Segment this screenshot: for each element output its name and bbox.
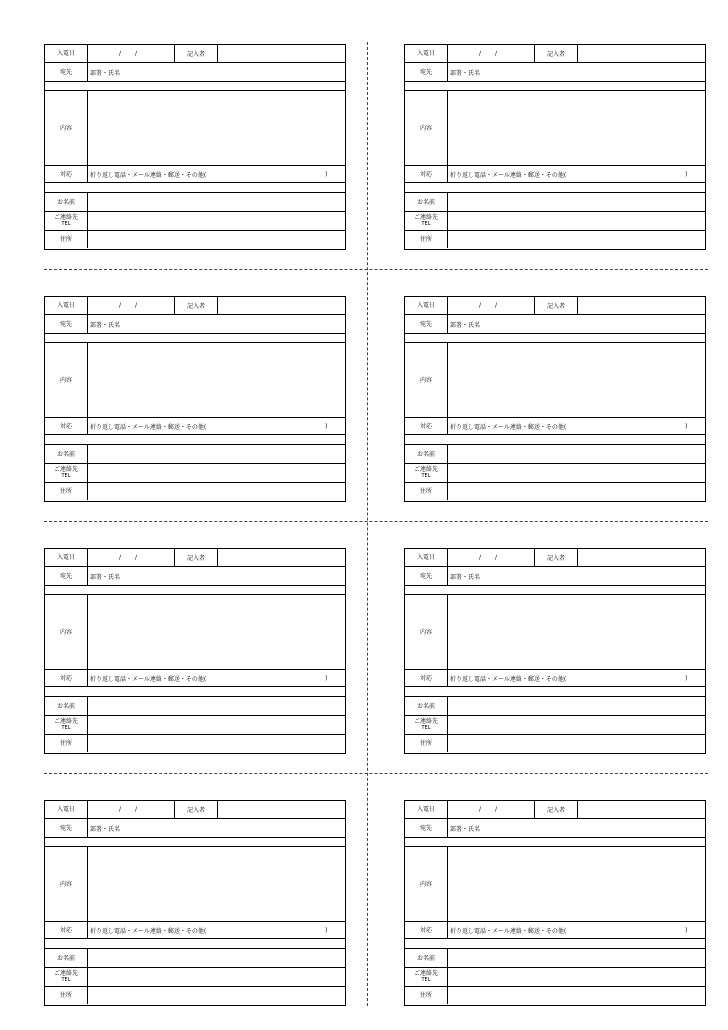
name-label: お名前 bbox=[405, 949, 448, 967]
response-options-text: 折り返し電話・メール連絡・郵送・その他( bbox=[90, 423, 207, 431]
address-label: 住所 bbox=[45, 231, 88, 248]
content-row bbox=[405, 91, 705, 166]
content-label: 内容 bbox=[405, 91, 448, 165]
received-date-label: 入電日 bbox=[45, 549, 88, 566]
name-field[interactable] bbox=[90, 949, 345, 967]
to-label: 宛先 bbox=[45, 819, 88, 837]
phone-memo-form bbox=[44, 548, 346, 754]
date-row bbox=[45, 801, 345, 819]
response-close-paren: ) bbox=[685, 674, 688, 682]
contact-label: ご連絡先 bbox=[53, 214, 78, 221]
to-row bbox=[45, 63, 345, 82]
content-label: 内容 bbox=[45, 343, 88, 417]
address-field[interactable] bbox=[90, 231, 345, 248]
to-row bbox=[405, 567, 705, 586]
contact-field[interactable] bbox=[450, 716, 705, 734]
response-close-paren: ) bbox=[685, 170, 688, 178]
received-date-label: 入電日 bbox=[45, 45, 88, 62]
received-date-label: 入電日 bbox=[405, 801, 448, 818]
content-field[interactable] bbox=[90, 343, 345, 417]
content-row bbox=[45, 847, 345, 922]
content-row bbox=[45, 343, 345, 418]
name-label: お名前 bbox=[45, 445, 88, 463]
response-field[interactable] bbox=[90, 670, 345, 686]
contact-field[interactable] bbox=[90, 464, 345, 482]
response-label: 対応 bbox=[45, 922, 88, 938]
response-options-text: 折り返し電話・メール連絡・郵送・その他( bbox=[450, 423, 567, 431]
contact-label-cell bbox=[45, 212, 88, 230]
response-field[interactable] bbox=[450, 922, 705, 938]
name-field[interactable] bbox=[450, 949, 705, 967]
to-label: 宛先 bbox=[45, 63, 88, 81]
content-field[interactable] bbox=[450, 343, 705, 417]
contact-label: ご連絡先 bbox=[413, 718, 438, 725]
response-field[interactable] bbox=[90, 922, 345, 938]
date-field[interactable]: / / bbox=[448, 45, 535, 62]
contact-field[interactable] bbox=[450, 212, 705, 230]
to-field[interactable]: 部署・氏名 bbox=[90, 321, 121, 329]
horizontal-cut-line bbox=[44, 773, 708, 774]
spacer-row bbox=[405, 687, 705, 697]
date-row bbox=[405, 297, 705, 315]
to-label: 宛先 bbox=[405, 315, 448, 333]
response-close-paren: ) bbox=[685, 926, 688, 934]
received-date-label: 入電日 bbox=[405, 297, 448, 314]
contact-label-cell bbox=[405, 968, 448, 986]
contact-row bbox=[405, 464, 705, 483]
response-options-text: 折り返し電話・メール連絡・郵送・その他( bbox=[450, 171, 567, 179]
date-row bbox=[45, 297, 345, 315]
name-label: お名前 bbox=[45, 949, 88, 967]
tel-label: TEL bbox=[421, 977, 431, 983]
address-row bbox=[405, 231, 705, 248]
content-field[interactable] bbox=[450, 91, 705, 165]
horizontal-cut-line bbox=[44, 269, 708, 270]
response-row bbox=[405, 922, 705, 939]
to-row bbox=[405, 819, 705, 838]
address-field[interactable] bbox=[90, 735, 345, 752]
name-field[interactable] bbox=[450, 697, 705, 715]
response-label: 対応 bbox=[405, 670, 448, 686]
address-row bbox=[45, 735, 345, 752]
name-row bbox=[45, 193, 345, 212]
name-field[interactable] bbox=[450, 445, 705, 463]
to-field[interactable]: 部署・氏名 bbox=[90, 573, 121, 581]
contact-label-cell bbox=[45, 968, 88, 986]
name-label: お名前 bbox=[405, 193, 448, 211]
received-date-label: 入電日 bbox=[45, 801, 88, 818]
contact-label-cell bbox=[405, 716, 448, 734]
name-row bbox=[45, 949, 345, 968]
content-field[interactable] bbox=[90, 595, 345, 669]
name-label: お名前 bbox=[405, 445, 448, 463]
name-field[interactable] bbox=[90, 697, 345, 715]
address-label: 住所 bbox=[405, 231, 448, 248]
spacer-row bbox=[405, 939, 705, 949]
recorder-label: 記入者 bbox=[175, 45, 218, 62]
content-label: 内容 bbox=[405, 343, 448, 417]
spacer-row bbox=[405, 838, 705, 847]
date-field[interactable]: / / bbox=[88, 549, 175, 566]
tel-label: TEL bbox=[61, 473, 71, 479]
response-label: 対応 bbox=[405, 166, 448, 182]
phone-memo-form bbox=[404, 296, 706, 502]
contact-field[interactable] bbox=[90, 716, 345, 734]
content-row bbox=[405, 595, 705, 670]
recorder-label: 記入者 bbox=[175, 549, 218, 566]
spacer-row bbox=[45, 183, 345, 193]
response-options-text: 折り返し電話・メール連絡・郵送・その他( bbox=[90, 927, 207, 935]
to-label: 宛先 bbox=[405, 819, 448, 837]
spacer-row bbox=[405, 183, 705, 193]
recorder-label: 記入者 bbox=[175, 297, 218, 314]
tel-label: TEL bbox=[61, 725, 71, 731]
phone-memo-form bbox=[44, 296, 346, 502]
date-field[interactable]: / / bbox=[88, 297, 175, 314]
to-field[interactable]: 部署・氏名 bbox=[450, 825, 481, 833]
content-label: 内容 bbox=[405, 595, 448, 669]
content-row bbox=[405, 343, 705, 418]
recorder-label: 記入者 bbox=[535, 297, 578, 314]
contact-label: ご連絡先 bbox=[413, 466, 438, 473]
spacer-row bbox=[45, 939, 345, 949]
to-field[interactable]: 部署・氏名 bbox=[90, 69, 121, 77]
response-label: 対応 bbox=[405, 922, 448, 938]
contact-field[interactable] bbox=[90, 968, 345, 986]
date-field[interactable]: / / bbox=[448, 297, 535, 314]
name-row bbox=[405, 193, 705, 212]
content-row bbox=[45, 595, 345, 670]
received-date-label: 入電日 bbox=[45, 297, 88, 314]
response-label: 対応 bbox=[45, 418, 88, 434]
response-row bbox=[45, 418, 345, 435]
name-label: お名前 bbox=[405, 697, 448, 715]
address-row bbox=[405, 735, 705, 752]
spacer-row bbox=[405, 334, 705, 343]
address-field[interactable] bbox=[90, 483, 345, 500]
phone-memo-form bbox=[404, 800, 706, 1006]
date-row bbox=[405, 45, 705, 63]
phone-memo-form bbox=[404, 548, 706, 754]
vertical-cut-line bbox=[367, 42, 368, 1006]
recorder-label: 記入者 bbox=[535, 549, 578, 566]
spacer-row bbox=[45, 687, 345, 697]
received-date-label: 入電日 bbox=[405, 549, 448, 566]
to-label: 宛先 bbox=[405, 567, 448, 585]
to-row bbox=[405, 315, 705, 334]
tel-label: TEL bbox=[61, 977, 71, 983]
address-label: 住所 bbox=[405, 987, 448, 1004]
to-row bbox=[45, 567, 345, 586]
to-field[interactable]: 部署・氏名 bbox=[450, 69, 481, 77]
to-field[interactable]: 部署・氏名 bbox=[450, 321, 481, 329]
response-field[interactable] bbox=[450, 418, 705, 434]
recorder-label: 記入者 bbox=[535, 801, 578, 818]
contact-label: ご連絡先 bbox=[53, 718, 78, 725]
contact-field[interactable] bbox=[450, 464, 705, 482]
spacer-row bbox=[45, 838, 345, 847]
tel-label: TEL bbox=[421, 221, 431, 227]
name-field[interactable] bbox=[90, 445, 345, 463]
name-row bbox=[405, 445, 705, 464]
address-label: 住所 bbox=[405, 483, 448, 500]
response-close-paren: ) bbox=[685, 422, 688, 430]
address-label: 住所 bbox=[45, 483, 88, 500]
response-close-paren: ) bbox=[325, 170, 328, 178]
content-row bbox=[45, 91, 345, 166]
response-close-paren: ) bbox=[325, 926, 328, 934]
content-field[interactable] bbox=[90, 91, 345, 165]
address-row bbox=[45, 483, 345, 500]
name-row bbox=[45, 697, 345, 716]
content-field[interactable] bbox=[90, 847, 345, 921]
to-row bbox=[45, 315, 345, 334]
contact-label: ご連絡先 bbox=[413, 214, 438, 221]
content-label: 内容 bbox=[45, 91, 88, 165]
name-label: お名前 bbox=[45, 193, 88, 211]
spacer-row bbox=[405, 586, 705, 595]
spacer-row bbox=[45, 334, 345, 343]
to-label: 宛先 bbox=[45, 315, 88, 333]
address-field[interactable] bbox=[450, 483, 705, 500]
name-label: お名前 bbox=[45, 697, 88, 715]
date-row bbox=[405, 549, 705, 567]
spacer-row bbox=[405, 82, 705, 91]
response-options-text: 折り返し電話・メール連絡・郵送・その他( bbox=[90, 171, 207, 179]
address-row bbox=[405, 987, 705, 1004]
contact-field[interactable] bbox=[450, 968, 705, 986]
to-label: 宛先 bbox=[405, 63, 448, 81]
address-label: 住所 bbox=[45, 735, 88, 752]
contact-row bbox=[45, 716, 345, 735]
to-row bbox=[405, 63, 705, 82]
content-field[interactable] bbox=[450, 847, 705, 921]
address-row bbox=[405, 483, 705, 500]
to-label: 宛先 bbox=[45, 567, 88, 585]
response-label: 対応 bbox=[45, 166, 88, 182]
address-row bbox=[45, 987, 345, 1004]
contact-label-cell bbox=[45, 716, 88, 734]
contact-label-cell bbox=[45, 464, 88, 482]
response-options-text: 折り返し電話・メール連絡・郵送・その他( bbox=[90, 675, 207, 683]
phone-memo-form bbox=[44, 44, 346, 250]
content-row bbox=[405, 847, 705, 922]
address-field[interactable] bbox=[90, 987, 345, 1004]
contact-field[interactable] bbox=[90, 212, 345, 230]
response-row bbox=[45, 670, 345, 687]
response-field[interactable] bbox=[90, 418, 345, 434]
response-field[interactable] bbox=[90, 166, 345, 182]
received-date-label: 入電日 bbox=[405, 45, 448, 62]
spacer-row bbox=[45, 435, 345, 445]
spacer-row bbox=[405, 435, 705, 445]
contact-label: ご連絡先 bbox=[53, 466, 78, 473]
response-field[interactable] bbox=[450, 670, 705, 686]
content-field[interactable] bbox=[450, 595, 705, 669]
response-label: 対応 bbox=[45, 670, 88, 686]
date-row bbox=[45, 45, 345, 63]
contact-label: ご連絡先 bbox=[53, 970, 78, 977]
address-row bbox=[45, 231, 345, 248]
content-label: 内容 bbox=[45, 595, 88, 669]
response-row bbox=[45, 922, 345, 939]
date-row bbox=[45, 549, 345, 567]
date-field[interactable]: / / bbox=[88, 45, 175, 62]
recorder-label: 記入者 bbox=[535, 45, 578, 62]
contact-label: ご連絡先 bbox=[413, 970, 438, 977]
contact-row bbox=[405, 716, 705, 735]
name-field[interactable] bbox=[90, 193, 345, 211]
spacer-row bbox=[45, 586, 345, 595]
response-row bbox=[405, 166, 705, 183]
address-field[interactable] bbox=[450, 735, 705, 752]
to-field[interactable]: 部署・氏名 bbox=[450, 573, 481, 581]
response-close-paren: ) bbox=[325, 674, 328, 682]
address-label: 住所 bbox=[405, 735, 448, 752]
contact-row bbox=[45, 968, 345, 987]
contact-row bbox=[405, 212, 705, 231]
tel-label: TEL bbox=[61, 221, 71, 227]
phone-memo-form bbox=[404, 44, 706, 250]
address-field[interactable] bbox=[450, 231, 705, 248]
response-row bbox=[405, 670, 705, 687]
response-row bbox=[405, 418, 705, 435]
address-label: 住所 bbox=[45, 987, 88, 1004]
name-field[interactable] bbox=[450, 193, 705, 211]
to-row bbox=[45, 819, 345, 838]
contact-label-cell bbox=[405, 212, 448, 230]
address-field[interactable] bbox=[450, 987, 705, 1004]
response-field[interactable] bbox=[450, 166, 705, 182]
name-row bbox=[405, 697, 705, 716]
response-row bbox=[45, 166, 345, 183]
to-field[interactable]: 部署・氏名 bbox=[90, 825, 121, 833]
tel-label: TEL bbox=[421, 725, 431, 731]
content-label: 内容 bbox=[45, 847, 88, 921]
date-row bbox=[405, 801, 705, 819]
date-field[interactable]: / / bbox=[448, 549, 535, 566]
date-field[interactable]: / / bbox=[448, 801, 535, 818]
response-label: 対応 bbox=[405, 418, 448, 434]
phone-memo-form bbox=[44, 800, 346, 1006]
response-options-text: 折り返し電話・メール連絡・郵送・その他( bbox=[450, 927, 567, 935]
date-field[interactable]: / / bbox=[88, 801, 175, 818]
horizontal-cut-line bbox=[44, 521, 708, 522]
response-options-text: 折り返し電話・メール連絡・郵送・その他( bbox=[450, 675, 567, 683]
recorder-label: 記入者 bbox=[175, 801, 218, 818]
tel-label: TEL bbox=[421, 473, 431, 479]
name-row bbox=[405, 949, 705, 968]
spacer-row bbox=[45, 82, 345, 91]
name-row bbox=[45, 445, 345, 464]
contact-row bbox=[45, 212, 345, 231]
contact-row bbox=[45, 464, 345, 483]
content-label: 内容 bbox=[405, 847, 448, 921]
contact-row bbox=[405, 968, 705, 987]
contact-label-cell bbox=[405, 464, 448, 482]
response-close-paren: ) bbox=[325, 422, 328, 430]
